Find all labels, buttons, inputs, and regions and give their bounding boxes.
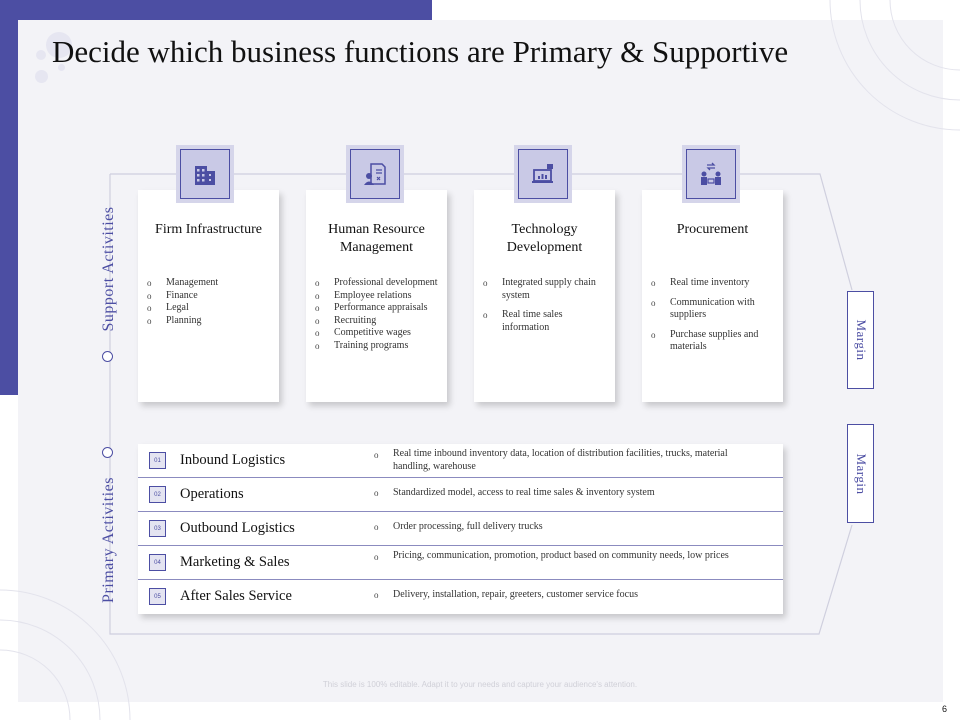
support-card-technology [474,190,615,402]
list-item: o Purchase supplies and materials [651,329,777,354]
hr-document-icon-box [346,145,404,203]
margin-label: Margin [853,319,869,361]
list-item: o Finance [147,290,273,303]
row-number: 04 [149,554,166,571]
list-item: o Communication with suppliers [651,297,777,322]
list-item: o Training programs [315,340,441,353]
support-card-procurement [642,190,783,402]
card-list [483,277,609,334]
margin-box-top [847,291,874,389]
margin-box-bottom [847,424,874,523]
bullet-icon: o [374,488,379,498]
bullet-icon: o [374,552,379,562]
bullet-icon: o [374,590,379,600]
margin-label: Margin [853,452,869,495]
row-label: Outbound Logistics [180,520,295,536]
support-marker [102,351,113,362]
support-card-human-resource [306,190,447,402]
row-label: Inbound Logistics [180,452,286,468]
list-item: o Competitive wages [315,327,441,340]
list-item: o Integrated supply chain system [483,277,609,302]
primary-marker [102,447,113,458]
table-row [138,512,783,546]
footer-note: This slide is 100% editable. Adapt it to your needs and capture your audience's attention. [322,680,638,689]
row-number: 01 [149,452,166,469]
row-description: Standardized model, access to real time sales & inventory system [393,487,655,498]
primary-activities-table [138,444,783,614]
bullet-icon: o [374,450,379,460]
card-title: Human Resource Management [328,222,425,255]
list-item: o Employee relations [315,290,441,303]
support-card-firm-infrastructure [138,190,279,402]
list-item: o Real time sales information [483,309,609,334]
list-item: o Recruiting [315,315,441,328]
row-label: Marketing & Sales [180,554,290,570]
table-row [138,478,783,512]
card-title: Procurement [676,222,749,237]
row-label: Operations [180,486,244,502]
hr-document-icon [362,161,388,187]
table-row [138,546,783,580]
card-title: Firm Infrastructure [155,222,262,237]
table-row [138,444,783,478]
laptop-chart-icon-box [514,145,572,203]
primary-activities-label: Primary Activities [100,477,117,603]
row-description: Order processing, full delivery trucks [393,521,543,532]
row-description: Real time inbound inventory data, location of distribution facilities, trucks, material handling, warehouse [393,448,728,472]
list-item: o Legal [147,302,273,315]
laptop-chart-icon [530,161,556,187]
list-item: o Professional development [315,277,441,290]
page-title: Decide which business functions are Primary & Supportive [52,34,789,69]
page-number: 6 [942,704,948,714]
row-label: After Sales Service [180,588,292,604]
list-item: o Planning [147,315,273,328]
support-activities-label: Support Activities [100,206,117,332]
people-exchange-icon-box [682,145,740,203]
card-list [651,277,777,354]
list-item: o Management [147,277,273,290]
card-list [147,277,273,327]
building-icon [192,161,218,187]
card-list [315,277,441,353]
people-exchange-icon [698,161,724,187]
table-row [138,580,783,614]
bullet-icon: o [374,522,379,532]
card-title: Technology Development [506,222,583,255]
list-item: o Real time inventory [651,277,777,290]
row-description: Pricing, communication, promotion, product based on community needs, low prices [393,550,729,561]
row-description: Delivery, installation, repair, greeters, customer service focus [393,589,638,600]
building-icon-box [176,145,234,203]
row-number: 02 [149,486,166,503]
row-number: 05 [149,588,166,605]
row-number: 03 [149,520,166,537]
list-item: o Performance appraisals [315,302,441,315]
